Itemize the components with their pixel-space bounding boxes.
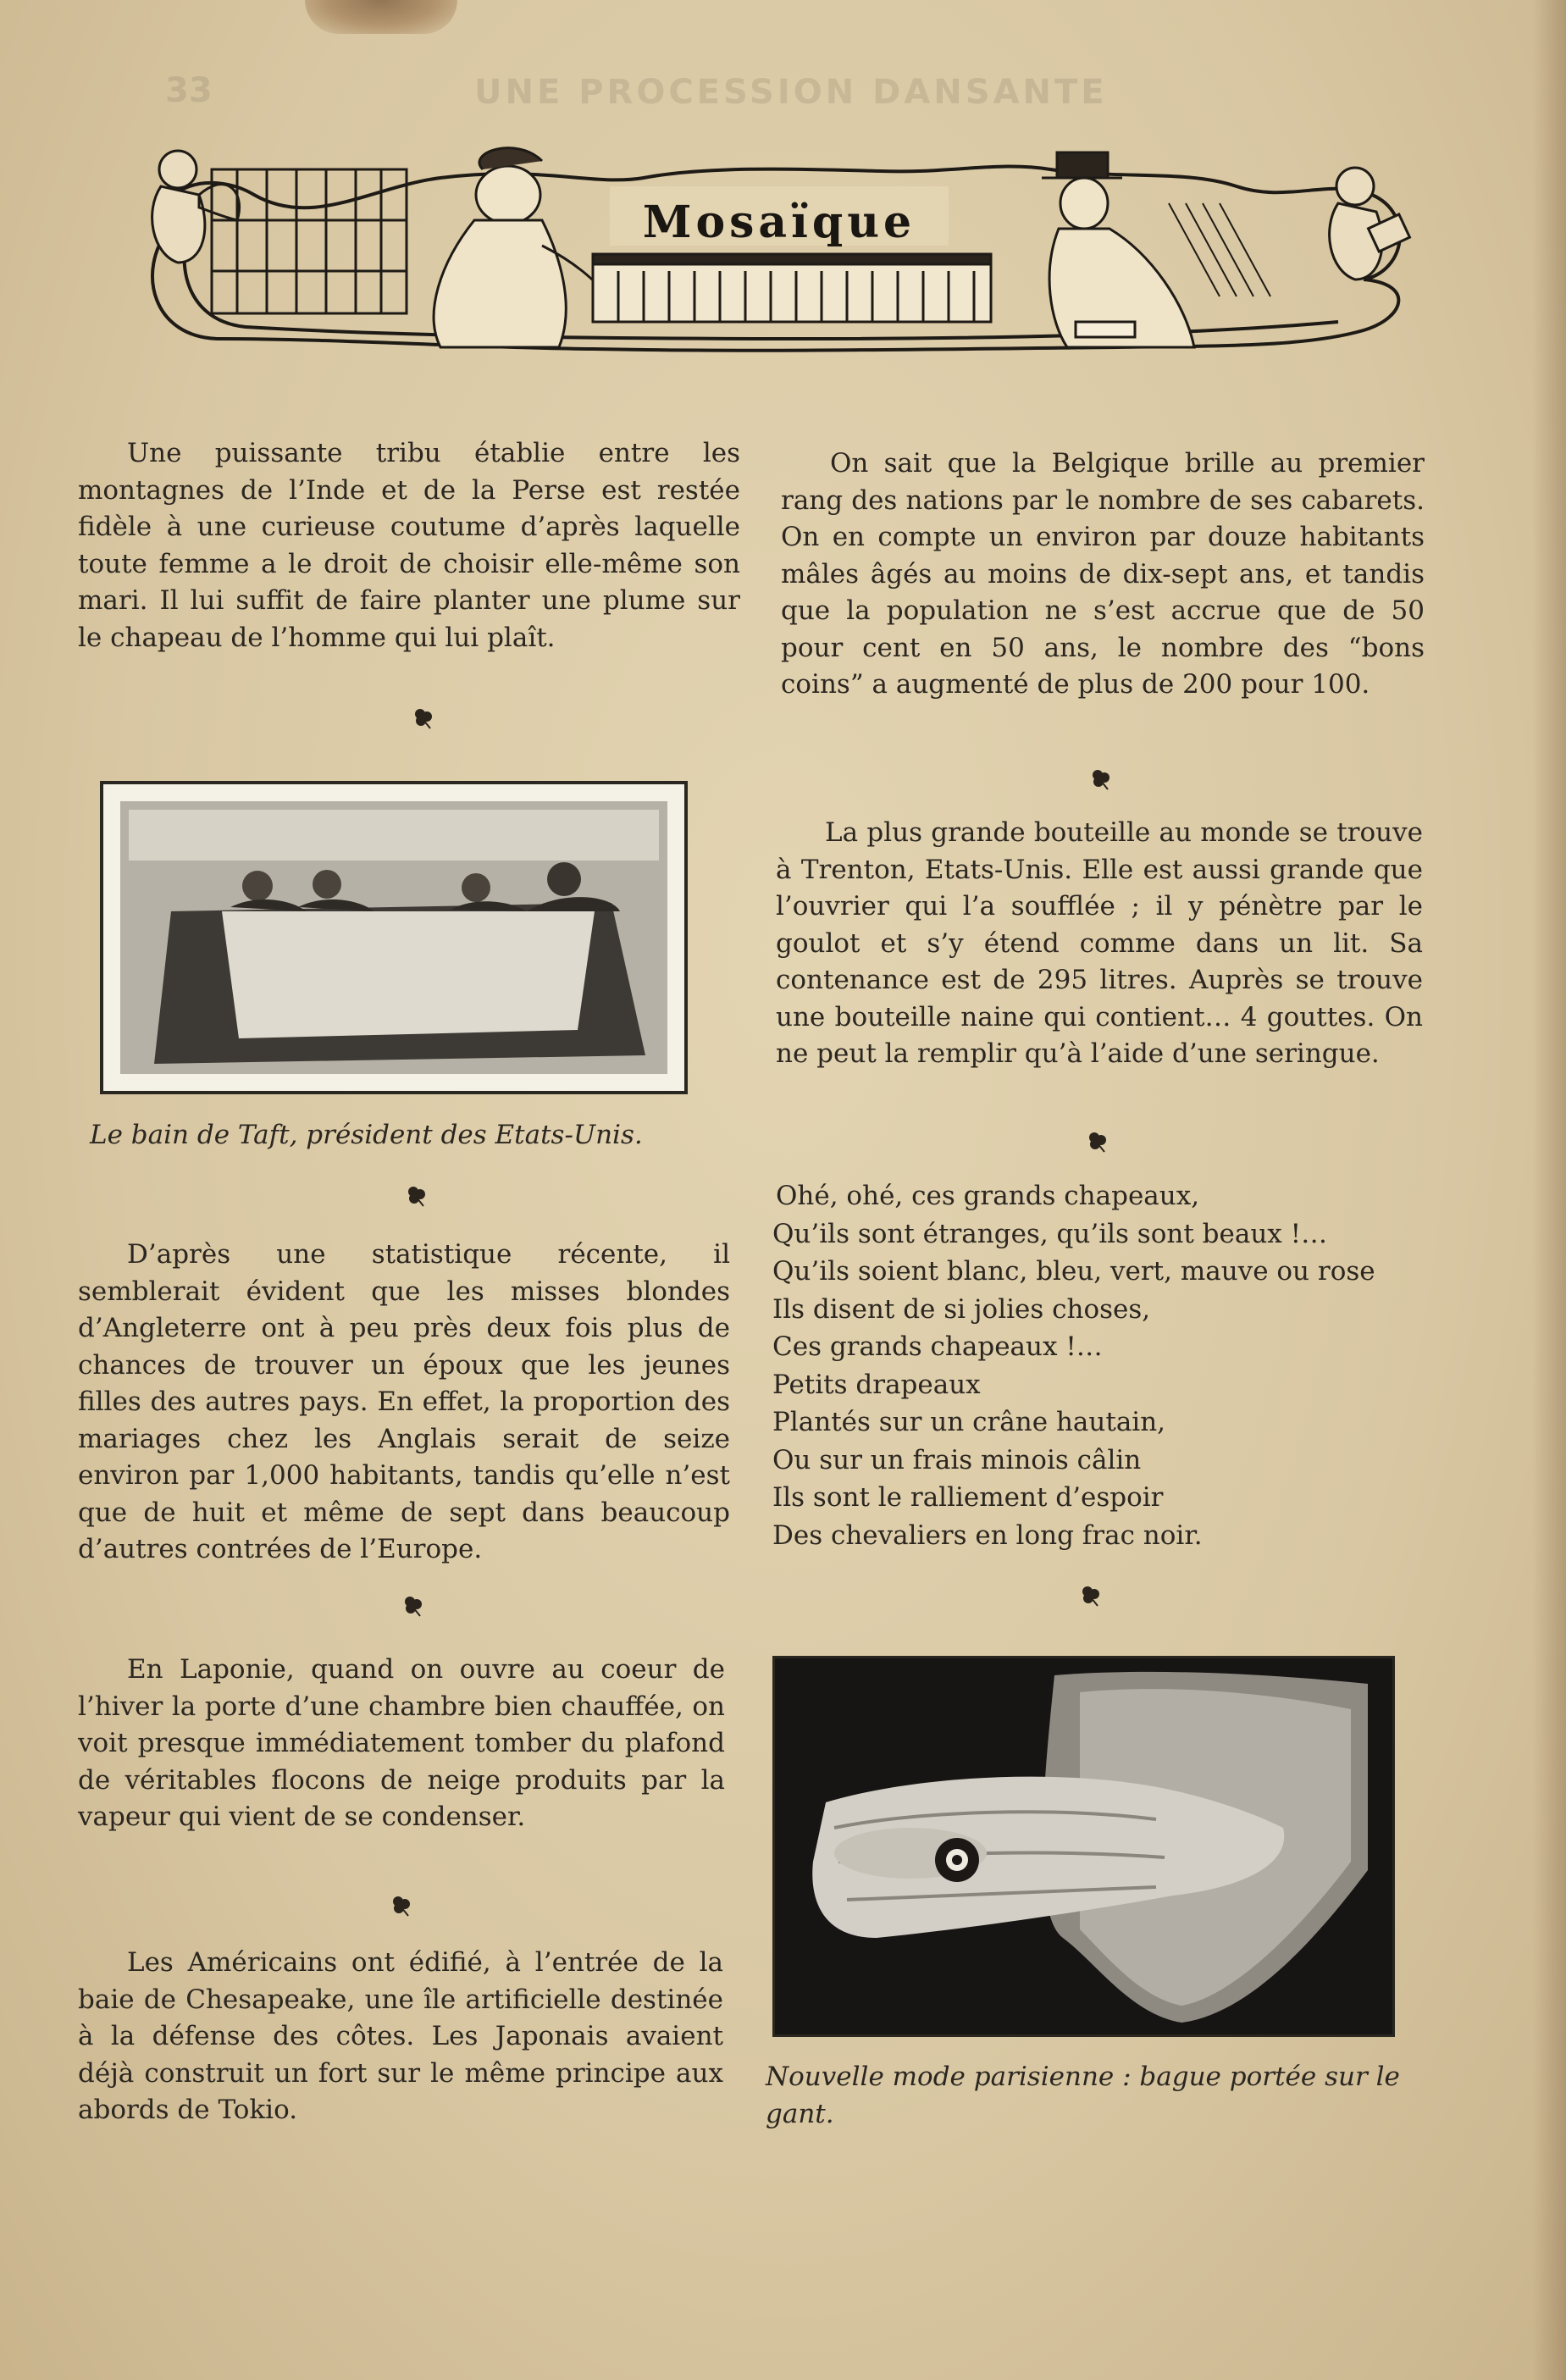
poem-line: Ou sur un frais minois câlin [772,1444,1142,1475]
poem-line: Ils sont le ralliement d’espoir [772,1482,1164,1513]
header-banner [119,136,1440,381]
photo-caption-ring: Nouvelle mode parisienne : bague portée sur le gant. [766,2062,1400,2129]
clover-ornament-icon [1079,1584,1103,1608]
left-article-4 [78,1945,723,2129]
poem-line: Qu’ils soient blanc, bleu, vert, mauve ou rose [772,1256,1375,1287]
poem-line: Des chevaliers en long frac noir. [772,1519,1203,1551]
photo-caption-taft: Le bain de Taft, président des Etats-Unis. [90,1120,643,1150]
clover-ornament-icon [1086,1130,1109,1154]
bleed-through-text: UNE PROCESSION DANSANTE [474,73,1108,112]
clover-ornament-icon [412,706,435,730]
right-article-2 [776,815,1423,1073]
left-article-1 [78,435,740,656]
clover-ornament-icon [401,1594,425,1618]
paragraph: Une puissante tribu établie entre les montagnes de l’Inde et de la Perse est restée fidèle à une curieuse coutume d’après laquelle toute femme a le droit de choisir elle-même son mari. Il lui suffit de faire planter une plume sur le chapeau de l’homme qui lui plaît. [78,438,740,653]
page-title: Mosaïque [642,196,916,248]
taft-bath-photo [100,781,688,1094]
left-article-3 [78,1652,725,1836]
page-edge-shadow [1532,0,1566,2380]
bleed-through-page-number: 33 [165,71,213,110]
clover-ornament-icon [1089,767,1113,791]
clover-ornament-icon [390,1894,413,1918]
left-article-2 [78,1237,730,1569]
poem-line: Qu’ils sont étranges, qu’ils sont beaux !… [772,1218,1328,1249]
poem-grands-chapeaux [772,1177,1375,1554]
poem-line: Petits drapeaux [772,1369,981,1400]
paragraph: La plus grande bouteille au monde se trouve à Trenton, Etats-Unis. Elle est aussi grande que l’ouvrier qui l’a soufflée ; il y pénètre par le goulot et s’y étend comme dans un lit. Sa contenance est de 295 litres. Auprès se trouve une bouteille naine qui contient… 4 gouttes. On ne peut la remplir qu’à l’aide d’une seringue. [776,817,1423,1069]
ring-on-glove-photo [772,1656,1395,2037]
poem-line: Ces grands chapeaux !… [772,1331,1103,1362]
right-article-1 [781,446,1425,704]
paper-stain [305,0,457,34]
poem-line: Ohé, ohé, ces grands chapeaux, [776,1181,1200,1211]
poem-line: Ils disent de si jolies choses, [772,1293,1151,1325]
paragraph: Les Américains ont édifié, à l’entrée de la baie de Chesapeake, une île artificielle destinée à la défense des côtes. Les Japonais avaient déjà construit un fort sur le même principe aux abords de Tokio. [78,1947,723,2125]
clover-ornament-icon [405,1184,429,1208]
banner-illustration [119,136,1440,381]
paragraph: D’après une statistique récente, il semblerait évident que les misses blondes d’Angleterre ont à peu près deux fois plus de chances de trouver un époux que les jeunes filles des autres pays. En effet, la proportion des mariages chez les Anglais serait de seize environ par 1,000 habitants, tandis qu’elle n’est que de huit et même de sept dans beaucoup d’autres contrées de l’Europe. [78,1239,730,1564]
paragraph: On sait que la Belgique brille au premier rang des nations par le nombre de ses cabarets. On en compte un environ par douze habitants mâles âgés au moins de dix-sept ans, et tandis que la population ne s’est accrue que de 50 pour cent en 50 ans, le nombre des “bons coins” a augmenté de plus de 200 pour 100. [781,448,1425,700]
poem-line: Plantés sur un crâne hautain, [772,1407,1166,1437]
paragraph: En Laponie, quand on ouvre au coeur de l’hiver la porte d’une chambre bien chauffée, on voit presque immédiatement tomber du plafond de véritables flocons de neige produits par la vapeur qui vient de se condenser. [78,1654,725,1832]
